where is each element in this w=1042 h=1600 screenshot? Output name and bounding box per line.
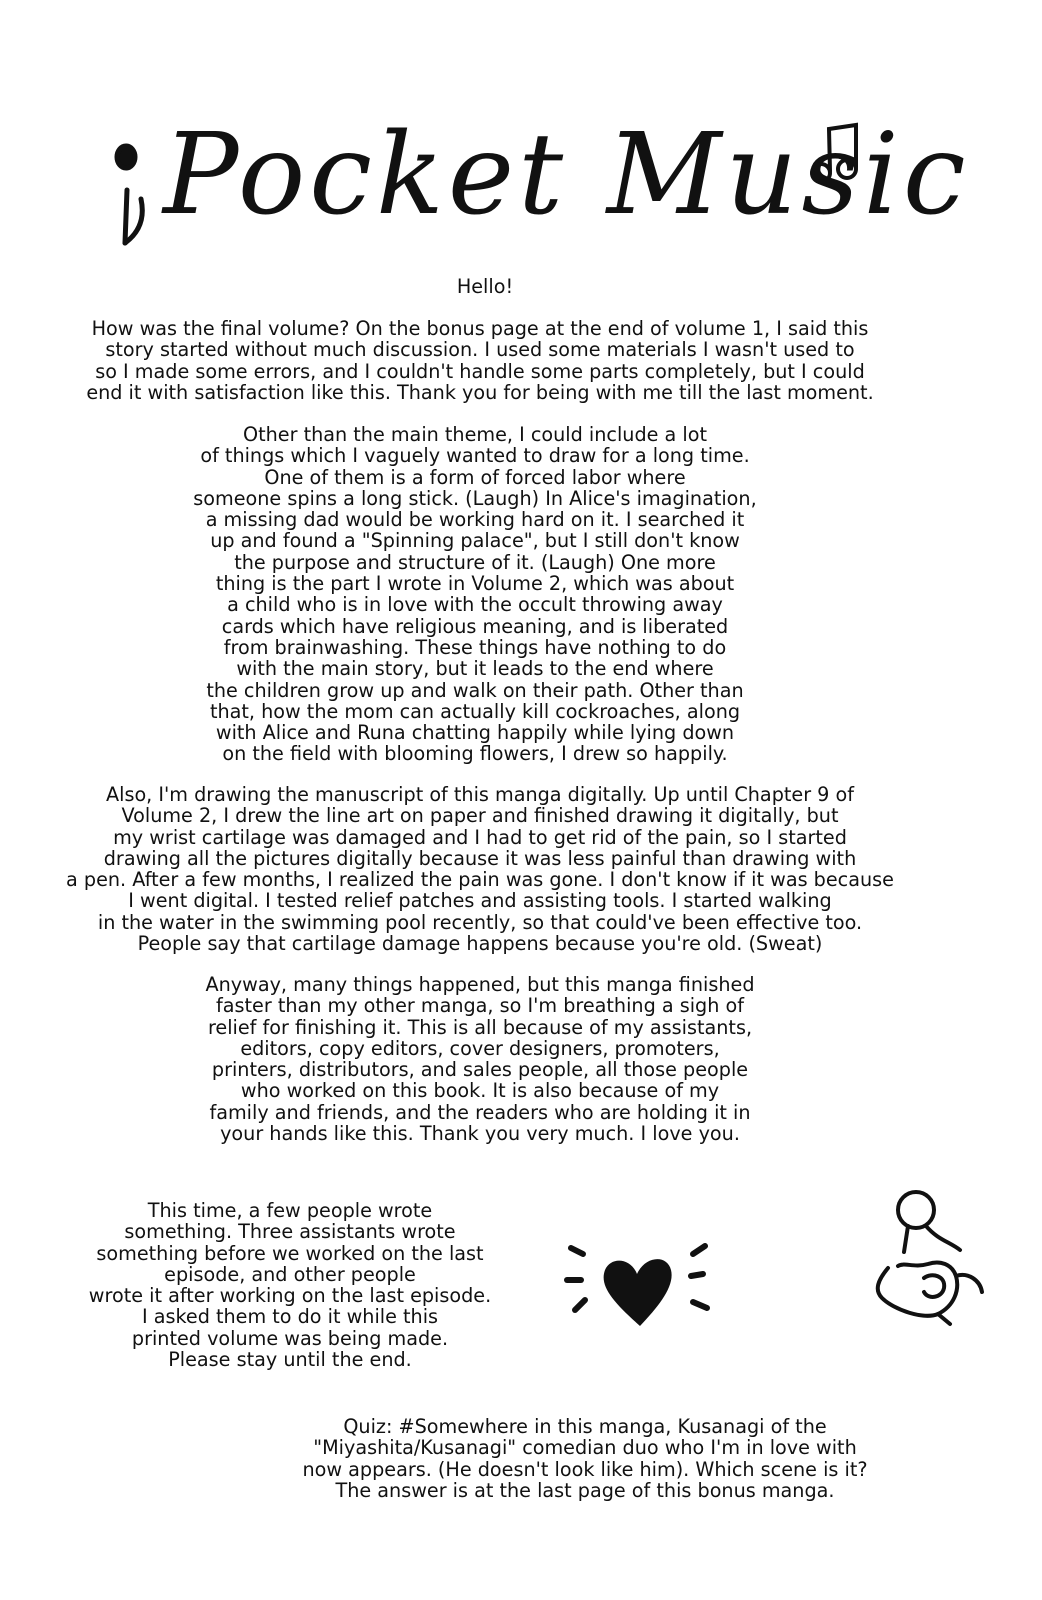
paragraph-guest-notes (70, 1200, 510, 1370)
text-line: printers, distributors, and sales people, all those people (211, 1058, 749, 1082)
text-line: with the main story, but it leads to the end where (236, 657, 714, 681)
text-line: editors, copy editors, cover designers, promoters, (240, 1036, 720, 1060)
text-line: cards which have religious meaning, and is liberated (221, 614, 729, 638)
page-title-text: Pocket Music (163, 110, 970, 240)
text-line: that, how the mom can actually kill cockroaches, along (209, 699, 741, 723)
text-line: a missing dad would be working hard on it. I searched it (205, 508, 745, 532)
hand-drawing-icon (868, 1180, 998, 1330)
text-line: "Miyashita/Kusanagi" comedian duo who I'm in love with (313, 1436, 857, 1460)
greeting (0, 276, 970, 297)
text-line: the purpose and structure of it. (Laugh) One more (234, 550, 716, 574)
text-line: One of them is a form of forced labor where (264, 465, 686, 489)
paragraph-digital-drawing (60, 784, 900, 954)
text-line: wrote it after working on the last episode. (88, 1284, 492, 1308)
text-line: Anyway, many things happened, but this manga finished (205, 973, 755, 996)
text-line: family and friends, and the readers who are holding it in (209, 1100, 751, 1124)
text-line: something. Three assistants wrote (124, 1220, 456, 1244)
text-line: thing is the part I wrote in Volume 2, which was about (215, 572, 735, 596)
page-title (105, 95, 970, 245)
text-line: Quiz: #Somewhere in this manga, Kusanagi of the (343, 1415, 827, 1438)
text-line: end it with satisfaction like this. Thank you for being with me till the last moment. (86, 380, 874, 404)
paragraph-other-themes (170, 424, 780, 765)
text-line: I asked them to do it while this (141, 1305, 439, 1329)
text-line: How was the final volume? On the bonus page at the end of volume 1, I said this (91, 317, 869, 340)
text-line: your hands like this. Thank you very much. I love you. (220, 1122, 740, 1146)
text-line: the children grow up and walk on their path. Other than (206, 678, 744, 702)
text-line: with Alice and Runa chatting happily while lying down (215, 721, 735, 745)
text-line: a pen. After a few months, I realized the pain was gone. I don't know if it was because (66, 868, 894, 892)
text-line: People say that cartilage damage happens because you're old. (Sweat) (137, 932, 823, 956)
paragraph-final-volume (60, 318, 900, 403)
greeting-text: Hello! (456, 275, 514, 298)
text-line: drawing all the pictures digitally because it was less painful than drawing with (103, 846, 857, 870)
text-line: printed volume was being made. (131, 1326, 449, 1350)
text-line: story started without much discussion. I used some materials I wasn't used to (105, 338, 855, 362)
text-line: so I made some errors, and I couldn't handle some parts completely, but I could (95, 359, 865, 383)
heart-icon (555, 1230, 725, 1340)
text-line: Please stay until the end. (168, 1348, 412, 1372)
text-line: from brainwashing. These things have nothing to do (223, 635, 727, 659)
text-line: on the field with blooming flowers, I drew so happily. (222, 742, 728, 766)
text-line: up and found a "Spinning palace", but I still don't know (210, 529, 740, 553)
text-line: episode, and other people (164, 1262, 416, 1286)
text-line: someone spins a long stick. (Laugh) In Alice's imagination, (193, 486, 757, 510)
text-line: relief for finishing it. This is all because of my assistants, (207, 1015, 753, 1039)
text-line: This time, a few people wrote (147, 1199, 433, 1222)
quiz-text (280, 1416, 890, 1501)
text-line: a child who is in love with the occult throwing away (227, 593, 723, 617)
music-note-icon (117, 146, 142, 243)
text-line: in the water in the swimming pool recently, so that could've been effective too. (97, 910, 863, 934)
text-line: my wrist cartilage was damaged and I had to get rid of the pain, so I started (113, 825, 847, 849)
text-line: who worked on this book. It is also because of my (240, 1079, 720, 1103)
paragraph-thanks (170, 974, 790, 1144)
text-line: I went digital. I tested relief patches and assisting tools. I started walking (128, 889, 832, 913)
text-line: something before we worked on the last (96, 1241, 484, 1265)
text-line: Also, I'm drawing the manuscript of this manga digitally. Up until Chapter 9 of (105, 783, 854, 806)
text-line: faster than my other manga, so I'm breathing a sigh of (216, 994, 744, 1018)
text-line: now appears. (He doesn't look like him). Which scene is it? (302, 1457, 868, 1481)
text-line: Volume 2, I drew the line art on paper and finished drawing it digitally, but (121, 804, 839, 828)
text-line: Other than the main theme, I could include a lot (243, 423, 707, 446)
text-line: of things which I vaguely wanted to draw for a long time. (200, 444, 750, 468)
text-line: The answer is at the last page of this bonus manga. (335, 1478, 835, 1502)
